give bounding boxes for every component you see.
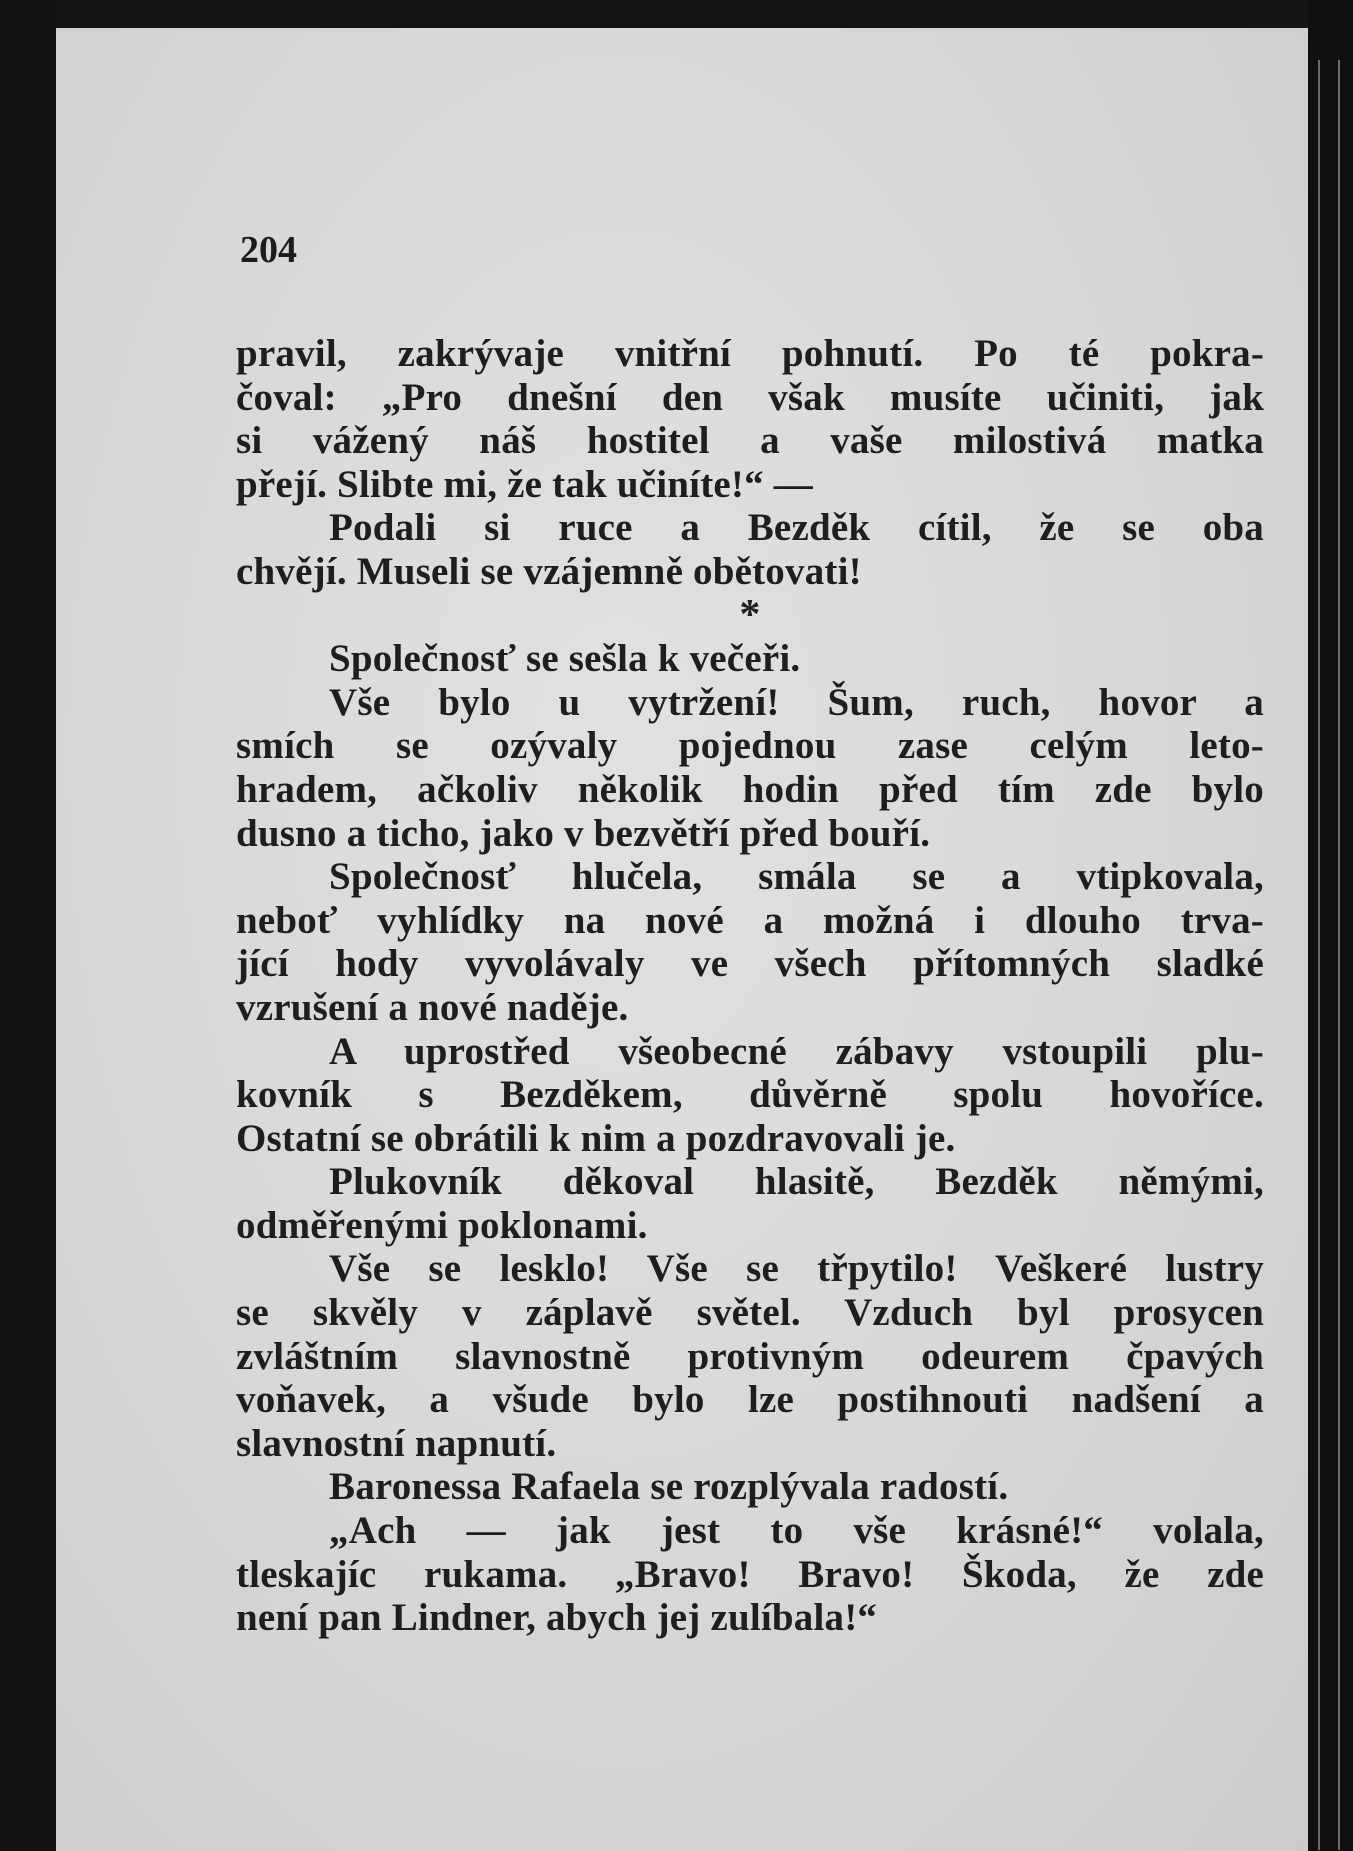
text-line: Podali si ruce a Bezděk cítil, že se oba (329, 506, 1264, 550)
book-spine (1308, 0, 1353, 1851)
text-line: Vše se lesklo! Vše se třpytilo! Veškeré lustry (329, 1247, 1264, 1291)
text-line: Vše bylo u vytržení! Šum, ruch, hovor a (329, 680, 1264, 724)
page-left-edge-shadow (0, 0, 56, 1851)
paragraph (236, 1247, 1264, 1465)
text-line: čoval: „Pro dnešní den však musíte učiniti, jak (236, 375, 1264, 419)
text-line: pravil, zakrývaje vnitřní pohnutí. Po té pokra- (236, 332, 1264, 375)
text-line: vzrušení a nové naděje. (236, 985, 629, 1029)
text-line: Společnosť se sešla k večeři. (329, 637, 801, 681)
paragraph (236, 506, 1264, 593)
paragraph (236, 637, 1264, 681)
text-line: voňavek, a všude bylo lze postihnouti nadšení a (236, 1378, 1264, 1422)
paragraph (236, 1030, 1264, 1161)
text-line: Ostatní se obrátili k nim a pozdravovali je. (236, 1116, 956, 1160)
text-line: si vážený náš hostitel a vaše milostivá matka (236, 419, 1264, 463)
text-line: Plukovník děkoval hlasitě, Bezděk němými, (329, 1160, 1264, 1204)
text-line: tleskajíc rukama. „Bravo! Bravo! Škoda, že zde (236, 1552, 1264, 1596)
book-page (56, 28, 1308, 1851)
paragraph (236, 1509, 1264, 1640)
paragraph (236, 332, 1264, 506)
paragraph (236, 1465, 1264, 1509)
text-line: zvláštním slavnostně protivným odeurem čpavých (236, 1334, 1264, 1378)
text-line: „Ach — jak jest to vše krásné!“ volala, (329, 1509, 1264, 1553)
text-line: kovník s Bezděkem, důvěrně spolu hovoříce. (236, 1073, 1264, 1117)
text-line: odměřenými poklonami. (236, 1203, 648, 1247)
paragraph (236, 1160, 1264, 1247)
text-line: přejí. Slibte mi, že tak učiníte!“ — (236, 462, 813, 506)
spine-line (1338, 60, 1340, 1850)
paragraph (236, 855, 1264, 1029)
text-line: Společnosť hlučela, smála se a vtipkovala, (329, 855, 1264, 899)
text-line: Baronessa Rafaela se rozplývala radostí. (329, 1465, 1009, 1509)
text-line: hradem, ačkoliv několik hodin před tím zde bylo (236, 767, 1264, 811)
text-line: A uprostřed všeobecné zábavy vstoupili plu- (329, 1029, 1264, 1073)
spine-line (1318, 60, 1320, 1850)
section-ornament (236, 591, 1264, 638)
text-line: jící hody vyvolávaly ve všech přítomných sladké (236, 942, 1264, 986)
paragraph (236, 681, 1264, 855)
page-number: 204 (240, 229, 297, 271)
text-line: chvějí. Museli se vzájemně obětovati! (236, 549, 862, 593)
text-line: se skvěly v záplavě světel. Vzduch byl prosycen (236, 1291, 1264, 1335)
text-line: slavnostní napnutí. (236, 1421, 557, 1465)
text-line: není pan Lindner, abych jej zulíbala!“ (236, 1596, 878, 1640)
text-line: dusno a ticho, jako v bezvětří před bouří. (236, 811, 931, 855)
body-text (236, 332, 1264, 1640)
text-line: * (739, 591, 761, 638)
text-line: smích se ozývaly pojednou zase celým leto- (236, 724, 1264, 768)
text-line: neboť vyhlídky na nové a možná i dlouho trva- (236, 898, 1264, 942)
